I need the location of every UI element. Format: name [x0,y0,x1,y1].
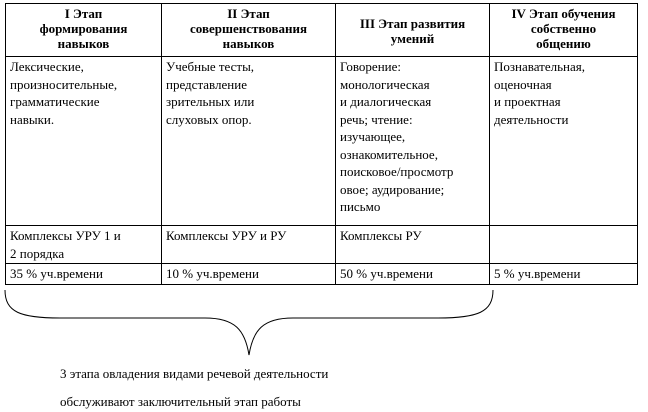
cell-stage-2-content: Учебные тесты, представление зрительных или слуховых опор. [162,57,336,226]
cell-stage-4-content: Познавательная, оценочная и проектная деятельности [490,57,638,226]
header-stage-2: II Этап совершенствования навыков [162,4,336,57]
cell-stage-1-time: 35 % уч.времени [6,264,162,285]
cell-stage-2-time: 10 % уч.времени [162,264,336,285]
caption-line-2: обслуживают заключительный этап работы [60,394,301,409]
cell-stage-4-time: 5 % уч.времени [490,264,638,285]
header-stage-1: I Этап формирования навыков [6,4,162,57]
header-stage-3: III Этап развития умений [336,4,490,57]
cell-stage-1-complexes: Комплексы УРУ 1 и 2 порядка [6,226,162,264]
cell-stage-2-complexes: Комплексы УРУ и РУ [162,226,336,264]
cell-stage-1-content: Лексические, произносительные, грамматические навыки. [6,57,162,226]
caption-line-1: 3 этапа овладения видами речевой деятельности [60,366,329,381]
cell-stage-3-content: Говорение: монологическая и диалогическая речь; чтение: изучающее, ознакомительное, поисковое/просмотр овое; аудирование; письмо [336,57,490,226]
cell-stage-3-time: 50 % уч.времени [336,264,490,285]
header-stage-4: IV Этап обучения собственно общению [490,4,638,57]
cell-stage-3-complexes: Комплексы РУ [336,226,490,264]
